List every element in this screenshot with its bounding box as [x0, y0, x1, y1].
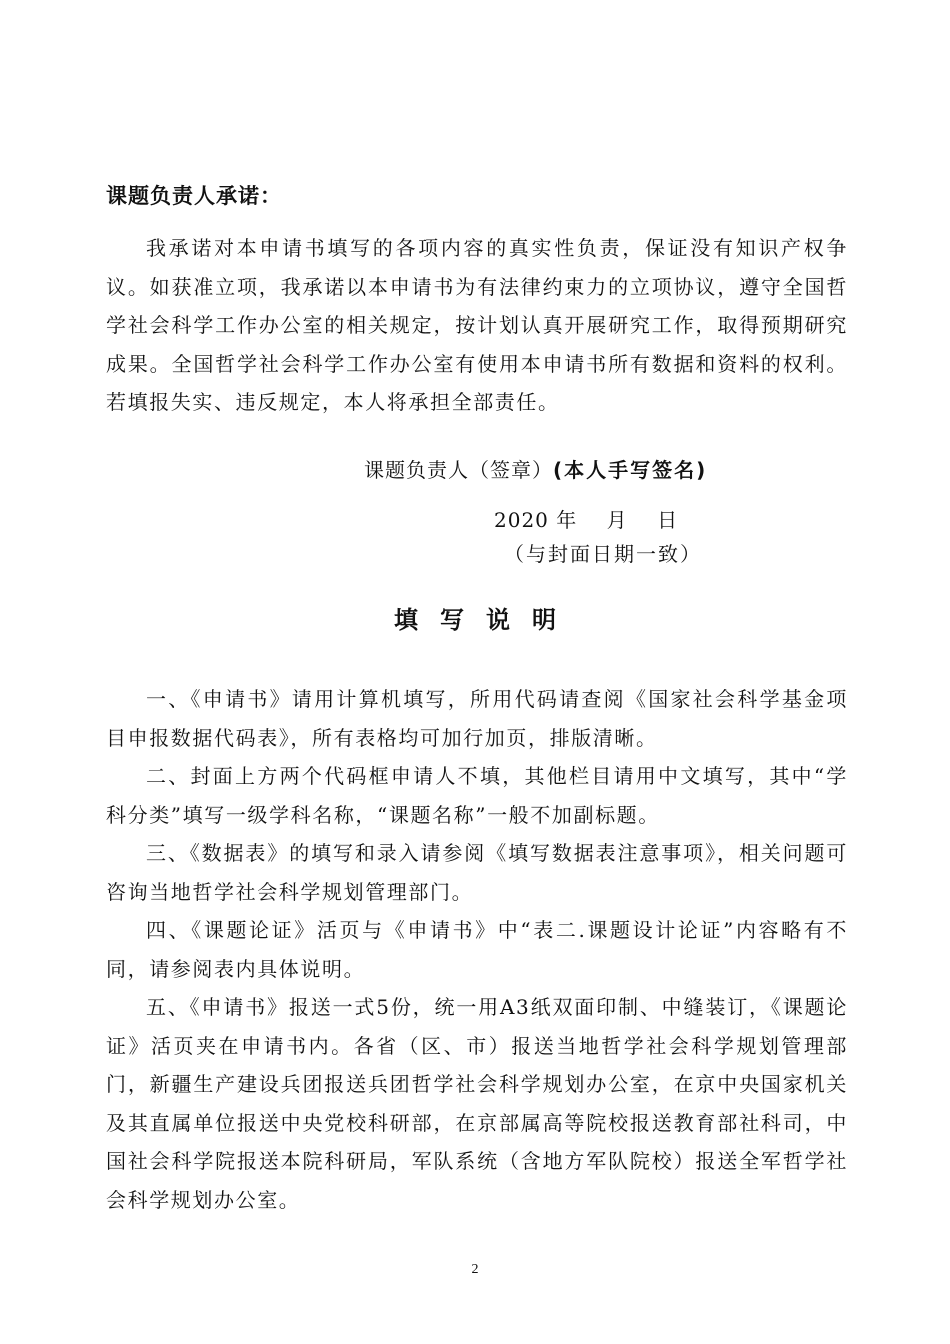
instruction-item-2: 二、封面上方两个代码框申请人不填，其他栏目请用中文填写，其中“学科分类”填写一级学科名称，“课题名称”一般不加副标题。 [106, 764, 848, 827]
instruction-item-4: 四、《课题论证》活页与《申请书》中“表二.课题设计论证”内容略有不同，请参阅表内具体说明。 [106, 918, 848, 981]
page-number: 2 [471, 1262, 479, 1277]
instruction-item-5: 五、《申请书》报送一式5份，统一用A3纸双面印制、中缝装订，《课题论证》活页夹在申请书内。各省（区、市）报送当地哲学社会科学规划管理部门，新疆生产建设兵团报送兵团哲学社会科学规划办公室，在京中央国家机关及其直属单位报送中央党校科研部，在京部属高等院校报送教育部社科司，中国社会科学院报送本院科研局，军队系统（含地方军队院校）报送全军哲学社会科学规划办公室。 [106, 995, 848, 1212]
instruction-item-1: 一、《申请书》请用计算机填写，所用代码请查阅《国家社会科学基金项目申报数据代码表》，所有表格均可加行加页，排版清晰。 [106, 687, 848, 750]
signature-label: 课题负责人（签章） [364, 458, 553, 482]
signature-note: (本人手写签名) [553, 458, 708, 482]
instruction-item-3: 三、《数据表》的填写和录入请参阅《填写数据表注意事项》，相关问题可咨询当地哲学社会科学规划管理部门。 [106, 841, 848, 904]
pledge-paragraph: 我承诺对本申请书填写的各项内容的真实性负责，保证没有知识产权争议。如获准立项，我承诺以本申请书为有法律约束力的立项协议，遵守全国哲学社会科学工作办公室的相关规定，按计划认真开展研究工作，取得预期研究成果。全国哲学社会科学工作办公室有使用本申请书所有数据和资料的权利。若填报失实、违反规定，本人将承担全部责任。 [106, 236, 848, 414]
pledge-heading: 课题负责人承诺： [106, 184, 282, 208]
signature-line [364, 454, 707, 483]
signature-date: 2020 年 月 日 [494, 508, 679, 532]
instructions-title: 填写说明 [394, 606, 578, 634]
signature-date-note: （与封面日期一致） [504, 542, 702, 566]
